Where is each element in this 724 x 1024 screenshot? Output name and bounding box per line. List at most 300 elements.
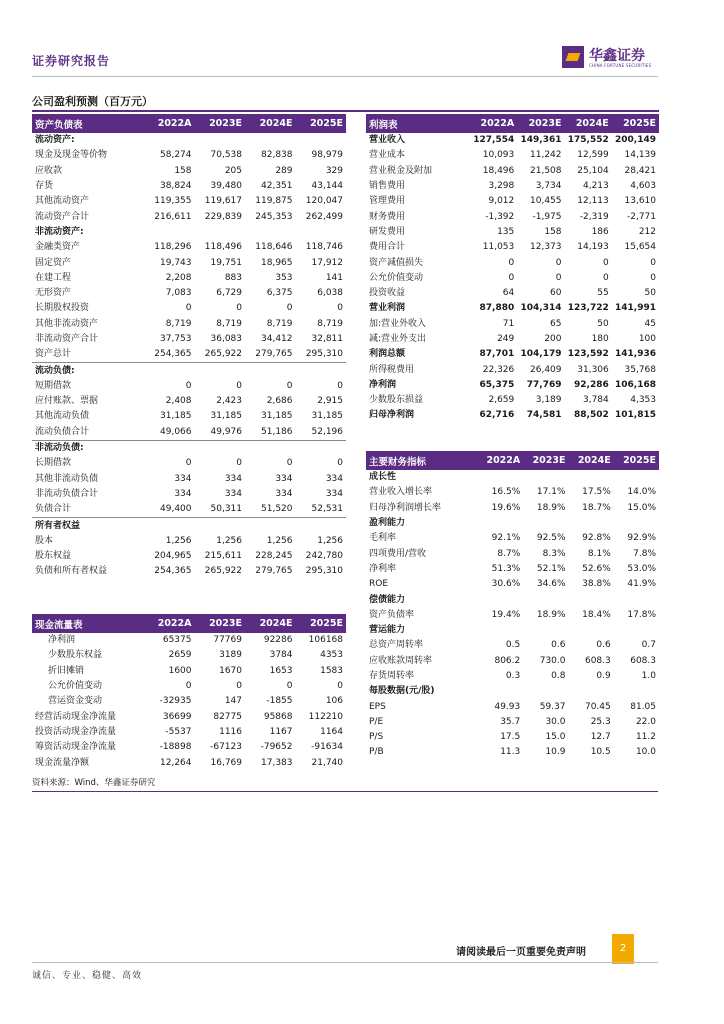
value-cell: 0: [603, 257, 609, 268]
value-cell: 38,824: [160, 181, 192, 192]
table-row: [366, 133, 659, 148]
value-cell: 3,784: [582, 395, 609, 406]
value-cell: [296, 518, 347, 534]
value-cell: [144, 133, 195, 148]
value-cell: 22.0: [635, 716, 656, 727]
column-header: 2022A: [144, 114, 195, 133]
value-cell: 186: [591, 226, 609, 237]
page-number: 2: [612, 934, 634, 964]
value-cell: 18.9%: [536, 609, 566, 620]
table-row: [32, 286, 346, 301]
row-label: 所有者权益: [35, 520, 81, 531]
value-cell: 14.0%: [627, 487, 656, 498]
value-cell: 11.3: [500, 747, 521, 758]
value-cell: 92286: [263, 635, 293, 646]
column-header: 2025E: [296, 614, 347, 633]
table-row: [32, 740, 346, 755]
value-cell: [144, 363, 195, 379]
value-cell: 95868: [263, 711, 293, 722]
row-label: 财务费用: [369, 211, 406, 222]
value-cell: 334: [275, 488, 293, 499]
value-cell: 31,306: [577, 364, 609, 375]
row-label: 流动负债:: [35, 365, 75, 376]
value-cell: 51,520: [245, 502, 296, 518]
value-cell: 19.4%: [491, 609, 521, 620]
value-cell: 12,373: [530, 242, 562, 253]
value-cell: [523, 516, 568, 531]
value-cell: -5537: [165, 726, 192, 737]
value-cell: 17.5%: [582, 487, 611, 498]
table-row: [32, 209, 346, 224]
cash-flow-table: [32, 614, 346, 771]
value-cell: 141,936: [615, 349, 656, 360]
value-cell: 36,083: [210, 334, 242, 344]
value-cell: 2659: [168, 650, 192, 661]
value-cell: 17.5: [500, 732, 521, 743]
value-cell: 265,922: [204, 566, 242, 577]
value-cell: 4,213: [582, 181, 609, 192]
value-cell: 17,383: [261, 757, 293, 768]
value-cell: 35.7: [500, 716, 521, 727]
value-cell: 10,093: [482, 150, 515, 161]
value-cell: [195, 133, 246, 148]
value-cell: 14,139: [624, 150, 656, 161]
value-cell: 353: [275, 272, 293, 283]
value-cell: [523, 684, 568, 699]
value-cell: 0: [337, 303, 343, 314]
value-cell: 60: [550, 288, 562, 299]
logo-english-name: CHINA FORTUNE SECURITIES: [589, 63, 652, 68]
value-cell: 229,839: [204, 211, 242, 222]
value-cell: 1.0: [641, 671, 656, 681]
row-label: P/S: [369, 732, 384, 743]
table-row: [366, 745, 659, 760]
value-cell: 2,915: [317, 396, 343, 407]
value-cell: 334: [174, 473, 192, 484]
value-cell: 8.7%: [497, 548, 521, 559]
row-label: 四项费用/营收: [369, 548, 427, 559]
value-cell: 608.3: [584, 655, 611, 666]
value-cell: 77769: [213, 635, 242, 646]
table-row: [32, 487, 346, 502]
value-cell: 883: [224, 272, 242, 283]
row-label: 其他流动资产: [35, 196, 90, 207]
value-cell: 3,189: [535, 395, 562, 406]
row-label: 营业利润: [369, 303, 406, 314]
row-label: 归母净利润增长率: [369, 502, 442, 513]
row-label: 加:营业外收入: [369, 318, 427, 329]
value-cell: 52,196: [296, 425, 347, 441]
column-header: 2022A: [144, 614, 195, 633]
value-cell: -1,975: [532, 211, 562, 222]
value-cell: 104,179: [520, 349, 562, 360]
table-row: [32, 633, 346, 648]
value-cell: 35,768: [624, 364, 656, 375]
row-label: 筹资活动现金净流量: [35, 742, 117, 753]
value-cell: 74,581: [526, 410, 562, 421]
value-cell: 2,659: [488, 395, 515, 406]
value-cell: 17.8%: [627, 609, 656, 620]
value-cell: 34,412: [261, 334, 293, 344]
table-row: [366, 699, 659, 714]
value-cell: 92.8%: [582, 533, 611, 544]
value-cell: [195, 363, 246, 379]
value-cell: 0: [185, 380, 192, 391]
table-row: [366, 347, 659, 362]
row-label: 营运能力: [369, 625, 406, 636]
column-header: 2024E: [245, 114, 296, 133]
row-label: 毛利率: [369, 533, 397, 544]
value-cell: 0.6: [596, 640, 611, 651]
value-cell: 215,611: [204, 551, 242, 562]
value-cell: 18.4%: [582, 609, 611, 620]
value-cell: 19.6%: [491, 502, 521, 513]
row-label: 折旧摊销: [48, 665, 85, 676]
table-row: [32, 379, 346, 394]
value-cell: [523, 623, 568, 638]
value-cell: 55: [597, 288, 609, 299]
table-title: 资产负债表: [32, 114, 144, 133]
row-label: 所得税费用: [369, 364, 415, 375]
value-cell: 295,310: [305, 566, 343, 577]
row-label: 非流动负债合计: [35, 488, 99, 499]
value-cell: 41.9%: [627, 579, 656, 590]
value-cell: 249: [497, 334, 515, 344]
income-statement-grid: [366, 114, 659, 424]
table-row: [32, 164, 346, 179]
table-row: [366, 715, 659, 730]
value-cell: [195, 440, 246, 456]
table-header-row: [366, 451, 659, 470]
table-row: [32, 225, 346, 240]
value-cell: -32935: [159, 696, 192, 707]
value-cell: [296, 363, 347, 379]
row-label: 存货周转率: [369, 671, 415, 681]
table-row: [366, 531, 659, 546]
value-cell: 0.8: [551, 671, 566, 681]
value-cell: 12.7: [590, 732, 611, 743]
value-cell: 39,480: [210, 181, 242, 192]
row-label: 少数股东损益: [369, 395, 424, 406]
value-cell: 50,311: [195, 502, 246, 518]
value-cell: 11.2: [635, 732, 656, 743]
value-cell: 1670: [219, 665, 242, 676]
table-row: [32, 472, 346, 487]
table-row: [32, 534, 346, 549]
value-cell: 37,753: [160, 334, 192, 344]
value-cell: 279,765: [245, 347, 296, 363]
value-cell: 49,400: [144, 502, 195, 518]
value-cell: 21,740: [311, 757, 343, 768]
value-cell: 77,769: [526, 379, 562, 390]
table-row: [32, 709, 346, 724]
row-label: 非流动资产合计: [35, 334, 99, 344]
value-cell: 334: [174, 488, 192, 499]
row-label: 营业成本: [369, 150, 406, 161]
value-cell: 0: [555, 257, 562, 268]
value-cell: 118,496: [204, 242, 242, 253]
value-cell: 1167: [269, 726, 293, 737]
value-cell: 123,592: [567, 349, 609, 360]
value-cell: 51.3%: [491, 563, 521, 574]
value-cell: 0.3: [505, 671, 521, 681]
value-cell: 334: [325, 488, 343, 499]
column-header: 2022A: [478, 451, 523, 470]
row-label: 营运资金变动: [48, 696, 103, 707]
value-cell: 52.1%: [536, 563, 566, 574]
value-cell: [245, 225, 296, 240]
value-cell: 51,186: [245, 425, 296, 441]
row-label: 成长性: [369, 472, 397, 483]
value-cell: 82,838: [261, 150, 293, 161]
value-cell: 2,208: [165, 272, 192, 283]
value-cell: 64: [502, 288, 515, 299]
value-cell: 8.3%: [542, 548, 566, 559]
value-cell: 0: [236, 458, 242, 469]
value-cell: 2,686: [266, 396, 293, 407]
value-cell: 0: [337, 458, 343, 469]
value-cell: 19,751: [210, 257, 242, 268]
row-label: 净利率: [369, 563, 397, 574]
value-cell: 1,256: [266, 535, 293, 546]
value-cell: 6,729: [216, 288, 242, 299]
row-label: 资产减值损失: [369, 257, 424, 268]
value-cell: 289: [275, 165, 293, 176]
value-cell: 65375: [162, 635, 192, 646]
value-cell: 58,274: [160, 150, 192, 161]
row-label: 公允价值变动: [48, 681, 103, 692]
value-cell: 0: [555, 272, 562, 283]
value-cell: 118,746: [305, 242, 343, 253]
table-row: [366, 546, 659, 561]
value-cell: 0: [508, 257, 515, 268]
value-cell: 3189: [219, 650, 242, 661]
table-row: [32, 664, 346, 679]
value-cell: [144, 518, 195, 534]
value-cell: 31,185: [261, 411, 293, 422]
value-cell: 0: [508, 272, 515, 283]
value-cell: 22,326: [482, 364, 515, 375]
value-cell: 112210: [308, 711, 343, 722]
table-row: [32, 255, 346, 270]
bottom-rule: [32, 791, 658, 792]
table-header-row: [366, 114, 659, 133]
value-cell: 87,880: [479, 303, 515, 314]
value-cell: 12,113: [577, 196, 609, 207]
value-cell: 334: [275, 473, 293, 484]
table-row: [32, 271, 346, 286]
value-cell: 262,499: [305, 211, 343, 222]
row-label: 长期股权投资: [35, 303, 90, 314]
value-cell: 3,734: [535, 181, 562, 192]
value-cell: 0: [236, 681, 242, 692]
row-label: 其他非流动负债: [35, 473, 99, 484]
table-header-row: [32, 614, 346, 633]
row-label: 负债合计: [32, 502, 144, 518]
value-cell: 81.05: [630, 701, 656, 712]
table-title: 主要财务指标: [366, 451, 478, 470]
row-label: 股本: [35, 535, 54, 546]
row-label: 流动负债合计: [32, 425, 144, 441]
value-cell: 4,603: [630, 181, 656, 192]
column-header: 2024E: [245, 614, 296, 633]
value-cell: 8,719: [165, 318, 192, 329]
value-cell: 36699: [162, 711, 192, 722]
value-cell: [614, 516, 659, 531]
table-title: 现金流量表: [32, 614, 144, 633]
value-cell: 265,922: [195, 347, 246, 363]
value-cell: 118,646: [255, 242, 293, 253]
value-cell: 0.9: [596, 671, 611, 681]
table-row: [366, 592, 659, 607]
row-label: 投资收益: [369, 288, 406, 299]
value-cell: 120,047: [305, 196, 343, 207]
value-cell: 8,719: [266, 318, 293, 329]
row-label: 销售费用: [369, 181, 406, 192]
value-cell: 42,351: [261, 181, 293, 192]
value-cell: 6,375: [266, 288, 293, 299]
value-cell: 70,538: [210, 150, 242, 161]
value-cell: 88,502: [574, 410, 609, 421]
value-cell: 2,423: [216, 396, 242, 407]
value-cell: [245, 363, 296, 379]
value-cell: 0: [650, 257, 656, 268]
table-row: [366, 730, 659, 745]
value-cell: 49.93: [494, 701, 521, 712]
value-cell: 127,554: [473, 135, 515, 146]
row-label: 金融类资产: [35, 242, 81, 253]
value-cell: 43,144: [311, 181, 343, 192]
value-cell: 1164: [320, 726, 343, 737]
value-cell: 730.0: [539, 655, 566, 666]
column-header: 2025E: [614, 451, 659, 470]
value-cell: 2,408: [165, 396, 192, 407]
row-label: P/E: [369, 716, 384, 727]
value-cell: 52,531: [296, 502, 347, 518]
table-row: [32, 425, 346, 441]
column-header: 2023E: [523, 451, 568, 470]
row-label: 无形资产: [35, 288, 72, 299]
value-cell: 334: [224, 473, 242, 484]
table-title: 利润表: [366, 114, 470, 133]
row-label: 营业税金及附加: [369, 165, 433, 176]
table-row: [32, 240, 346, 255]
value-cell: [195, 518, 246, 534]
table-row: [32, 394, 346, 409]
row-label: 归母净利润: [369, 410, 415, 421]
value-cell: [245, 518, 296, 534]
source-note: 资料来源：Wind、华鑫证券研究: [32, 778, 156, 788]
financial-ratios-grid: [366, 451, 659, 761]
row-label: 总资产周转率: [369, 640, 424, 651]
row-label: 长期借款: [35, 458, 72, 469]
value-cell: 0.7: [641, 640, 656, 651]
column-header: 2023E: [195, 114, 246, 133]
row-label: 少数股东权益: [48, 650, 103, 661]
section-title: 公司盈利预测（百万元）: [32, 95, 153, 108]
value-cell: 295,310: [296, 347, 347, 363]
table-row: [366, 194, 659, 209]
table-row: [32, 755, 346, 770]
value-cell: 3,298: [488, 181, 515, 192]
value-cell: 65,375: [479, 379, 515, 390]
value-cell: 12,599: [577, 150, 609, 161]
table-row: [366, 332, 659, 347]
value-cell: 8,719: [216, 318, 242, 329]
value-cell: 82775: [213, 711, 242, 722]
row-label: EPS: [369, 701, 386, 712]
value-cell: 100: [638, 334, 656, 344]
value-cell: -79652: [260, 742, 293, 753]
table-row: [366, 240, 659, 255]
value-cell: 141: [325, 272, 343, 283]
value-cell: 34.6%: [536, 579, 566, 590]
value-cell: 25,104: [577, 165, 609, 176]
row-label: 流动资产合计: [35, 211, 90, 222]
value-cell: 71: [502, 318, 515, 329]
section-title-rule: [32, 110, 659, 112]
value-cell: [614, 684, 659, 699]
value-cell: 158: [544, 226, 562, 237]
table-row: [366, 255, 659, 270]
value-cell: 31,185: [210, 411, 242, 422]
value-cell: 62,716: [479, 410, 515, 421]
table-row: [366, 362, 659, 377]
value-cell: 0: [337, 380, 343, 391]
value-cell: 175,552: [567, 135, 609, 146]
value-cell: 59.37: [539, 701, 566, 712]
value-cell: [478, 623, 523, 638]
value-cell: 245,353: [255, 211, 293, 222]
value-cell: [569, 623, 614, 638]
value-cell: 147: [224, 696, 242, 707]
row-label: 其他流动负债: [35, 411, 90, 422]
value-cell: [478, 684, 523, 699]
table-row: [32, 648, 346, 663]
value-cell: 228,245: [255, 551, 293, 562]
table-row: [32, 301, 346, 316]
table-row: [366, 485, 659, 500]
value-cell: 1,256: [317, 535, 343, 546]
value-cell: 0.6: [551, 640, 566, 651]
table-row: [32, 347, 346, 363]
table-row: [32, 502, 346, 518]
value-cell: 1653: [269, 665, 293, 676]
column-header: 2024E: [569, 451, 614, 470]
row-label: 费用合计: [369, 242, 406, 253]
table-row: [32, 148, 346, 163]
value-cell: 200,149: [615, 135, 656, 146]
table-row: [366, 179, 659, 194]
table-row: [32, 694, 346, 709]
page-header: [32, 40, 658, 77]
value-cell: 254,365: [154, 566, 192, 577]
row-label: 股东权益: [35, 551, 72, 562]
table-row: [366, 638, 659, 653]
value-cell: 242,780: [305, 551, 343, 562]
value-cell: 92,286: [574, 379, 609, 390]
row-label: 投资活动现金净流量: [35, 726, 117, 737]
income-statement-table: [366, 114, 659, 424]
value-cell: 334: [224, 488, 242, 499]
disclaimer-link[interactable]: 请阅读最后一页重要免责声明: [456, 947, 586, 958]
value-cell: [614, 592, 659, 607]
table-row: [32, 440, 346, 456]
table-row: [32, 456, 346, 471]
value-cell: 0: [286, 380, 293, 391]
value-cell: [245, 440, 296, 456]
value-cell: 21,508: [530, 165, 562, 176]
